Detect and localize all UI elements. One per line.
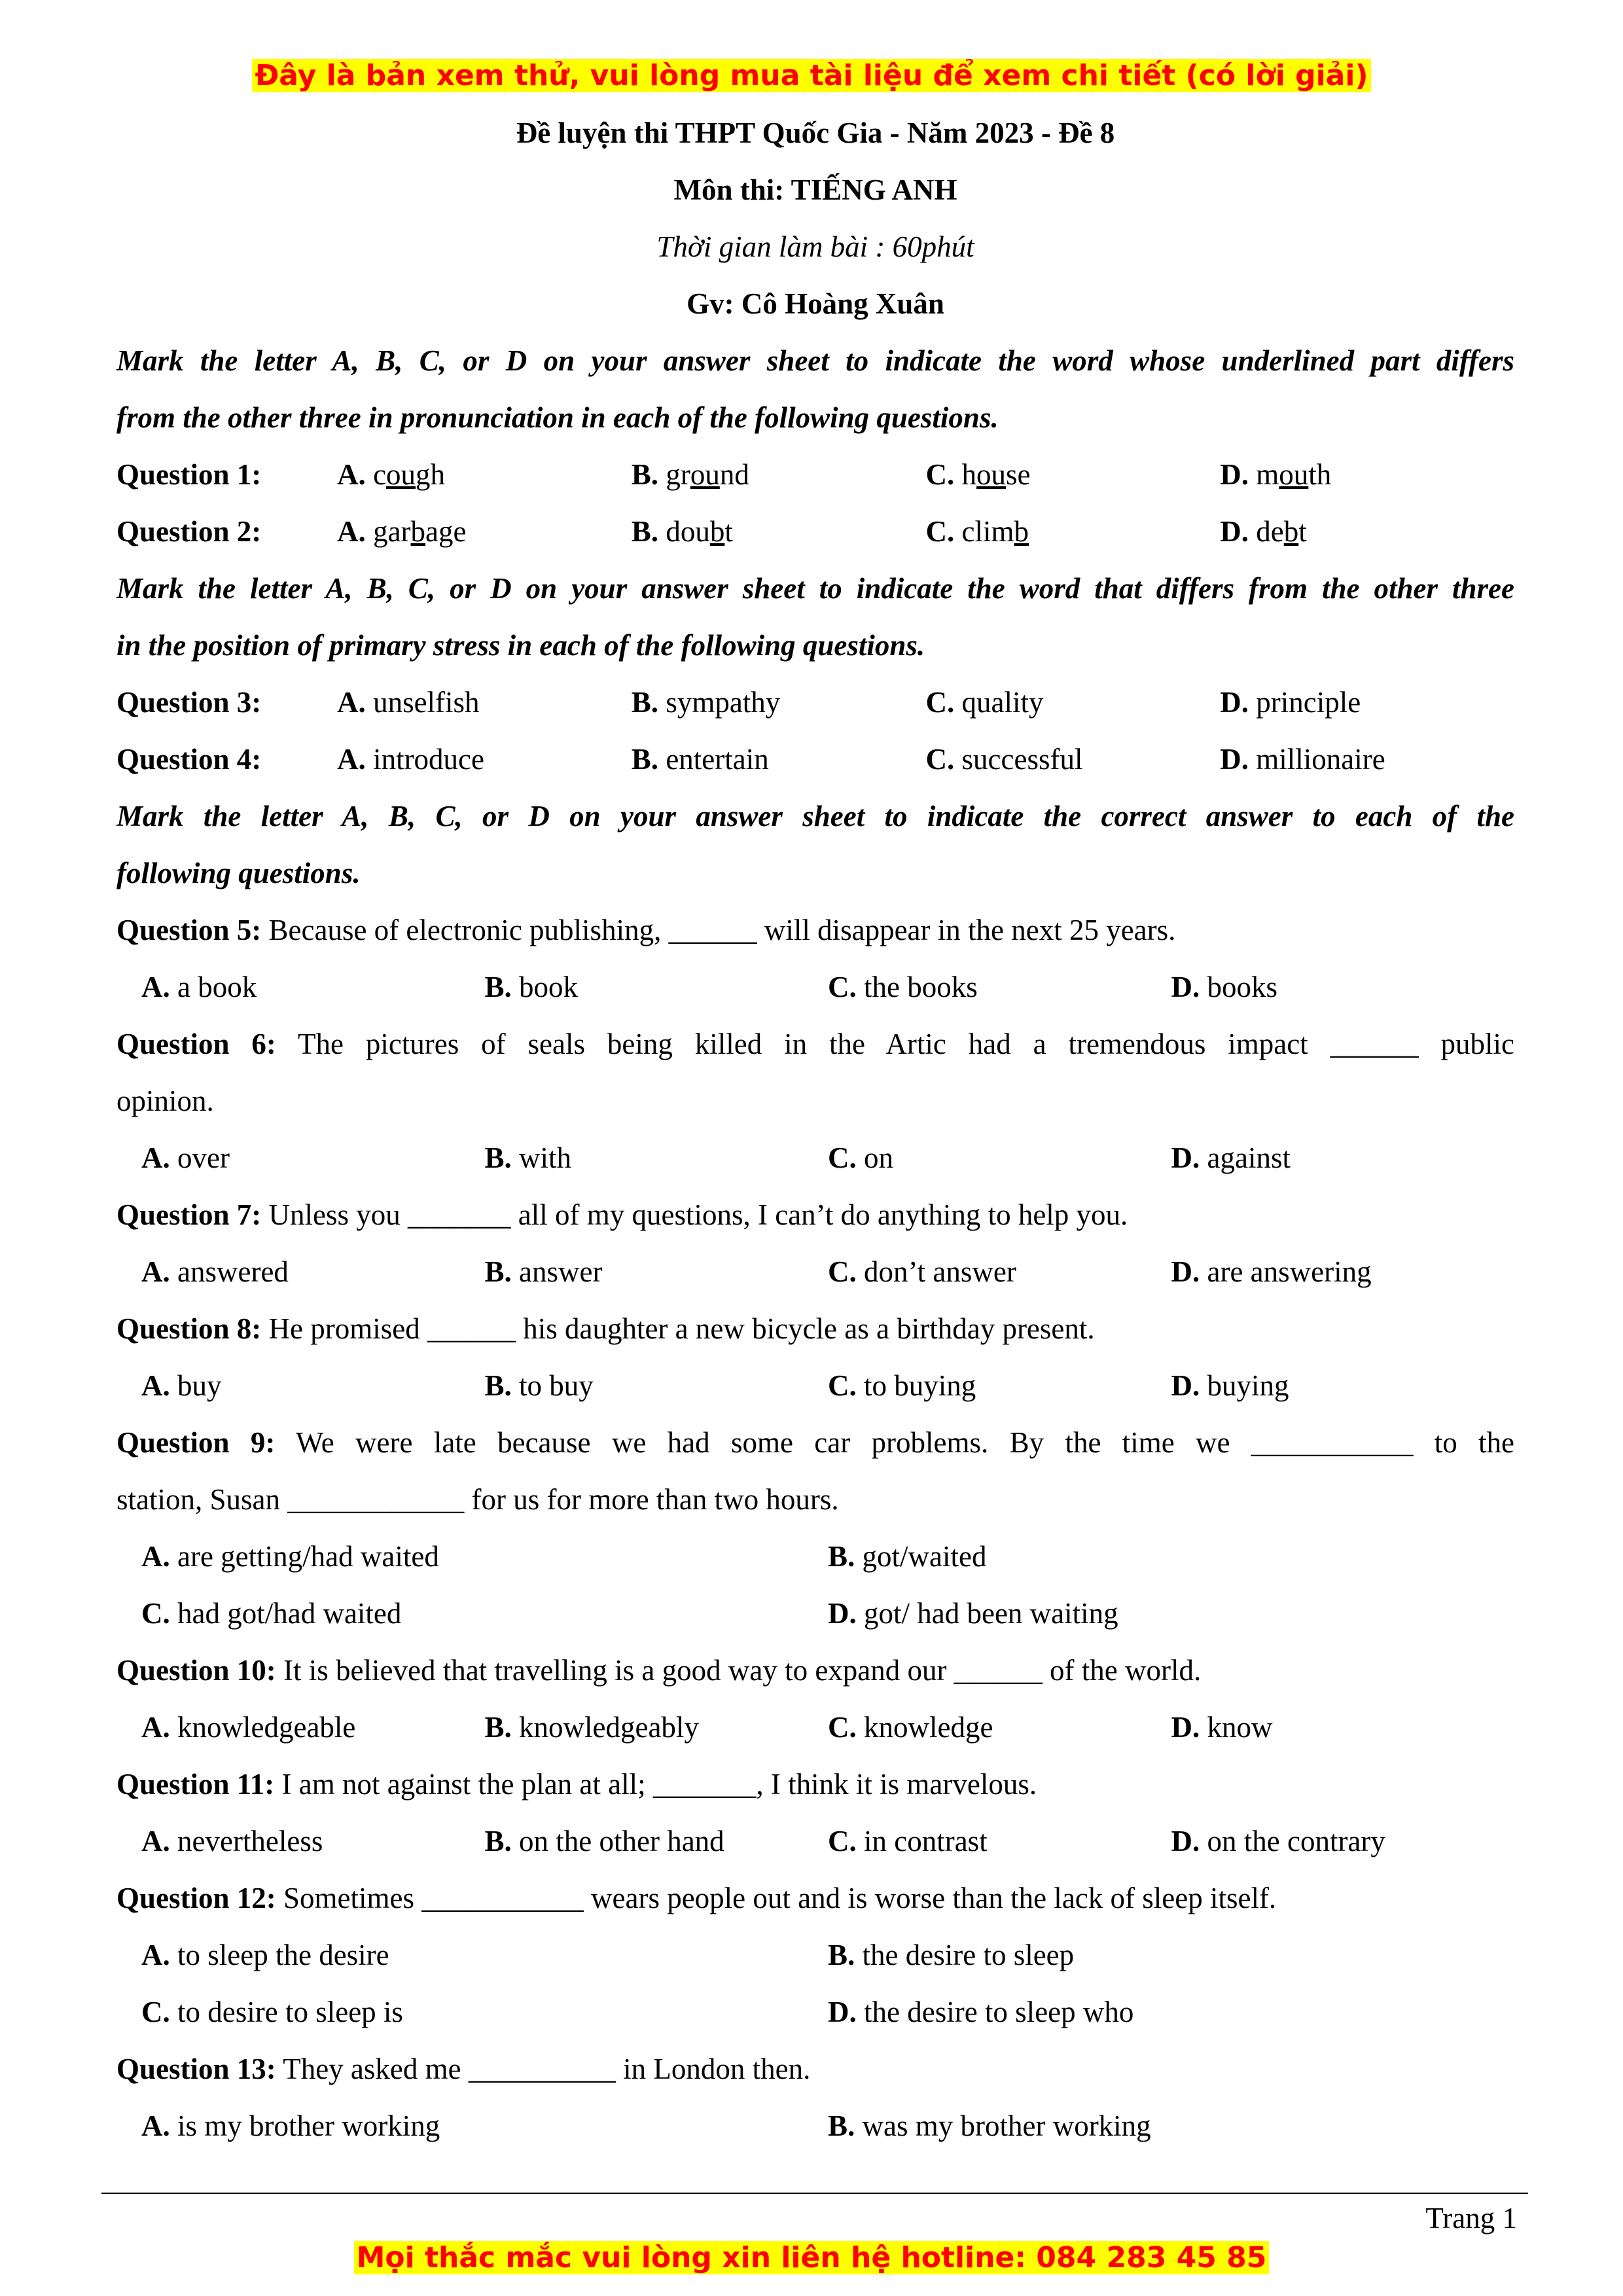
exam-title: Đề luyện thi THPT Quốc Gia - Năm 2023 - Đề 8 — [516, 117, 1115, 149]
question-12-options-cd — [116, 1984, 1514, 2041]
option-c: C. house — [925, 458, 1031, 491]
option-b: B. doubt — [631, 515, 733, 548]
question-label: Question 1: — [116, 458, 262, 491]
question-9-options-cd — [116, 1585, 1514, 1642]
question-2 — [116, 503, 1514, 560]
option-c: C. climb — [925, 515, 1029, 548]
footer-divider — [101, 2193, 1528, 2194]
page-number: Trang 1 — [1425, 2202, 1517, 2234]
question-6: Question 6: The pictures of seals being killed in the Artic had a tremendous impact ______ public — [116, 1028, 1515, 1060]
question-label: Question 2: — [116, 515, 262, 548]
question-3 — [116, 674, 1514, 731]
option-b: B. was my brother working — [828, 2109, 1151, 2142]
option-d: D. know — [1171, 1711, 1273, 1744]
question-8-options — [116, 1357, 1514, 1414]
option-a: A. buy — [141, 1369, 222, 1402]
question-10-options — [116, 1699, 1514, 1756]
question-13: Question 13: They asked me __________ in London then. — [116, 2053, 811, 2085]
option-c: C. to buying — [828, 1369, 976, 1402]
question-7-options — [116, 1244, 1514, 1300]
section1-instruction-line2: from the other three in pronunciation in each of the following questions. — [116, 401, 999, 434]
option-d: D. got/ had been waiting — [828, 1597, 1118, 1630]
question-12-options-ab — [116, 1927, 1514, 1984]
section3-instruction-line1: Mark the letter A, B, C, or D on your answer sheet to indicate the correct answer to each of the — [116, 800, 1514, 833]
option-b: B. ground — [631, 458, 749, 491]
question-11: Question 11: I am not against the plan at all; _______, I think it is marvelous. — [116, 1768, 1037, 1801]
option-a: A. knowledgeable — [141, 1711, 356, 1744]
option-a: A. introduce — [337, 743, 484, 776]
document-page — [116, 0, 1514, 2155]
option-c: C. the books — [828, 971, 978, 1003]
option-a: A. over — [141, 1141, 230, 1174]
option-c: C. on — [828, 1141, 893, 1174]
section3-instruction-line2: following questions. — [116, 857, 361, 889]
option-a: A. answered — [141, 1255, 289, 1288]
option-d: D. the desire to sleep who — [828, 1996, 1134, 2028]
option-c: C. knowledge — [828, 1711, 993, 1744]
option-c: C. had got/had waited — [141, 1597, 402, 1630]
option-d: D. millionaire — [1220, 743, 1385, 776]
section1-instruction-line1: Mark the letter A, B, C, or D on your answer sheet to indicate the word whose underlined part differs — [116, 344, 1514, 377]
question-9-options-ab — [116, 1528, 1514, 1585]
exam-teacher: Gv: Cô Hoàng Xuân — [687, 287, 944, 320]
question-label: Question 4: — [116, 743, 262, 776]
option-d: D. on the contrary — [1171, 1825, 1385, 1857]
question-label: Question 3: — [116, 686, 262, 719]
option-a: A. garbage — [337, 515, 467, 548]
option-a: A. are getting/had waited — [141, 1540, 439, 1573]
preview-banner-text: Đây là bản xem thử, vui lòng mua tài liệu để xem chi tiết (có lời giải) — [252, 59, 1370, 92]
question-6-options — [116, 1130, 1514, 1187]
question-4 — [116, 731, 1514, 788]
option-c: C. in contrast — [828, 1825, 988, 1857]
option-b: B. the desire to sleep — [828, 1939, 1075, 1971]
hotline-text: Mọi thắc mắc vui lòng xin liên hệ hotline: 084 283 45 85 — [354, 2241, 1270, 2274]
option-b: B. entertain — [631, 743, 769, 776]
option-a: A. is my brother working — [141, 2109, 440, 2142]
option-d: D. are answering — [1171, 1255, 1372, 1288]
option-b: B. got/waited — [828, 1540, 987, 1573]
question-13-options-ab — [116, 2098, 1514, 2155]
question-8: Question 8: He promised ______ his daughter a new bicycle as a birthday present. — [116, 1312, 1095, 1345]
option-d: D. debt — [1220, 515, 1307, 548]
question-10: Question 10: It is believed that travelling is a good way to expand our ______ of the world. — [116, 1654, 1202, 1687]
option-a: A. a book — [141, 971, 257, 1003]
question-11-options — [116, 1813, 1514, 1870]
section2-instruction-line1: Mark the letter A, B, C, or D on your answer sheet to indicate the word that differs from the other three — [116, 572, 1514, 605]
option-a: A. unselfish — [337, 686, 480, 719]
option-d: D. mouth — [1220, 458, 1332, 491]
option-b: B. book — [484, 971, 579, 1003]
option-d: D. buying — [1171, 1369, 1289, 1402]
question-9: Question 9: We were late because we had some car problems. By the time we ___________ to the — [116, 1426, 1515, 1459]
question-7: Question 7: Unless you _______ all of my questions, I can’t do anything to help you. — [116, 1198, 1128, 1231]
option-a: A. cough — [337, 458, 446, 491]
option-d: D. books — [1171, 971, 1278, 1003]
option-b: B. knowledgeably — [484, 1711, 699, 1744]
option-a: A. to sleep the desire — [141, 1939, 389, 1971]
question-5-options — [116, 959, 1514, 1016]
option-c: C. don’t answer — [828, 1255, 1016, 1288]
question-5: Question 5: Because of electronic publishing, ______ will disappear in the next 25 years. — [116, 914, 1176, 946]
question-1 — [116, 446, 1514, 503]
question-12: Question 12: Sometimes ___________ wears people out and is worse than the lack of sleep itself. — [116, 1882, 1277, 1914]
option-c: C. to desire to sleep is — [141, 1996, 403, 2028]
option-c: C. successful — [925, 743, 1083, 776]
option-b: B. on the other hand — [484, 1825, 724, 1857]
option-b: B. answer — [484, 1255, 603, 1288]
exam-time: Thời gian làm bài : 60phút — [656, 230, 974, 263]
option-b: B. with — [484, 1141, 572, 1174]
option-a: A. nevertheless — [141, 1825, 323, 1857]
option-b: B. to buy — [484, 1369, 594, 1402]
hotline-banner — [0, 2232, 1623, 2284]
option-c: C. quality — [925, 686, 1044, 719]
exam-subject: Môn thi: TIẾNG ANH — [673, 173, 957, 206]
question-9-continued: station, Susan ____________ for us for more than two hours. — [116, 1483, 839, 1516]
option-d: D. against — [1171, 1141, 1291, 1174]
question-6-continued: opinion. — [116, 1085, 214, 1117]
section2-instruction-line2: in the position of primary stress in each of the following questions. — [116, 629, 925, 662]
option-b: B. sympathy — [631, 686, 781, 719]
option-d: D. principle — [1220, 686, 1361, 719]
